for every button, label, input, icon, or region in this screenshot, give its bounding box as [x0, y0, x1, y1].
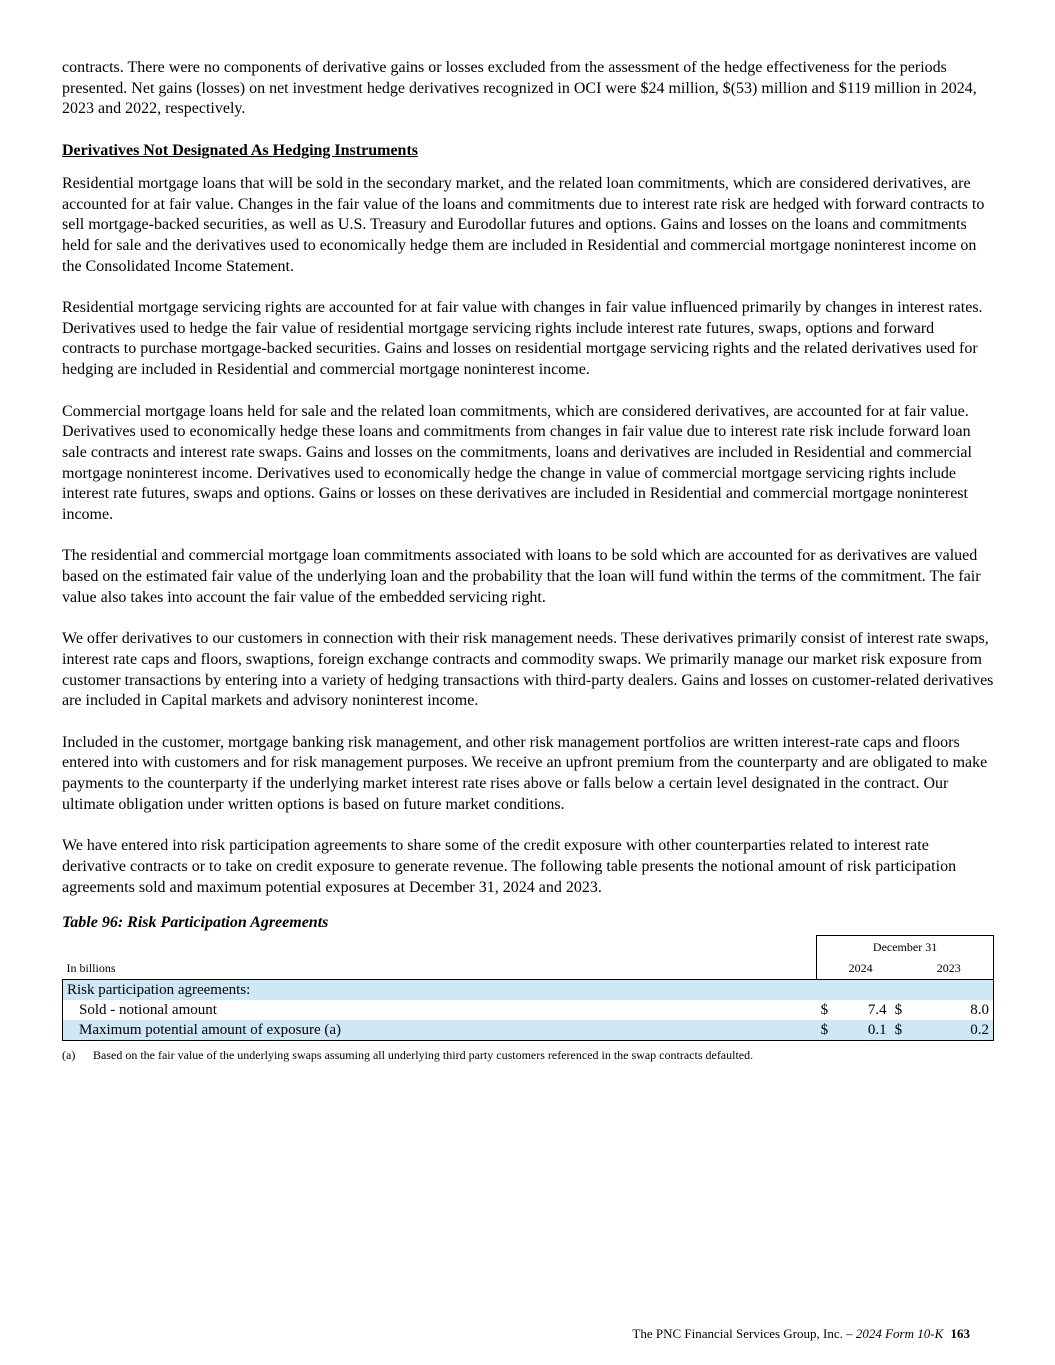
section-heading: Derivatives Not Designated As Hedging Instruments: [62, 141, 418, 159]
currency-symbol: $: [894, 1001, 903, 1018]
year-header-2023: 2023: [905, 958, 994, 980]
currency-symbol: $: [820, 1001, 829, 1018]
currency-symbol: $: [817, 1020, 831, 1041]
footer-company: The PNC Financial Services Group, Inc. –: [632, 1326, 853, 1341]
group-label: Risk participation agreements:: [63, 980, 817, 1001]
paragraph-commercial-loans: Commercial mortgage loans held for sale and the related loan commitments, which are considered derivatives, are accounted for at fair value. Derivatives used to economically hedge these loans and commitments from changes in fair value due to interest rate risk include forward loan sale contracts and interest rate swaps. Gains and losses on the commitments, loans and derivatives are included in Residential and commercial mortgage noninterest income. Derivatives used to economically hedge the change in value of commercial mortgage servicing rights include interest rate futures, swaps and options. Gains or losses on these derivatives are included in Residential and commercial mortgage noninterest income.: [62, 402, 972, 524]
period-header: December 31: [817, 936, 994, 959]
paragraph-residential-msr: Residential mortgage servicing rights are accounted for at fair value with changes in fair value influenced primarily by changes in interest rates. Derivatives used to hedge the fair value of residential mortgage servicing rights include interest rate futures, swaps, options and forward contracts to purchase mortgage-backed securities. Gains and losses on residential mortgage servicing rights and the related derivatives used for hedging are included in Residential and commercial mortgage noninterest income.: [62, 299, 983, 379]
paragraph-risk-participation: We have entered into risk participation agreements to share some of the credit exposure with other counterparties related to interest rate derivative contracts or to take on credit exposure to generate revenue. The following table presents the notional amount of risk participation agreements sold and maximum potential exposures at December 31, 2024 and 2023.: [62, 837, 957, 896]
footer-form: 2024 Form 10-K: [855, 1326, 944, 1341]
value-2023: 0.2: [905, 1020, 994, 1041]
table-header-year-row: [63, 958, 994, 980]
paragraph-loan-commitments: The residential and commercial mortgage loan commitments associated with loans to be sold which are accounted for as derivatives are valued based on the estimated fair value of the underlying loan and the probability that the loan will fund within the terms of the commitment. The fair value also takes into account the fair value of the embedded servicing right.: [62, 547, 981, 606]
paragraph-written-options: Included in the customer, mortgage banking risk management, and other risk management portfolios are written interest-rate caps and floors entered into with customers and for risk management purposes. We receive an upfront premium from the counterparty and are obligated to make payments to the counterparty if the underlying market interest rate rises above or falls below a certain level designated in the contract. Our ultimate obligation under written options is based on future market conditions.: [62, 733, 988, 813]
table-group-row: [63, 980, 994, 1001]
row-label: Maximum potential amount of exposure (a): [63, 1020, 817, 1041]
table-row: [63, 1020, 994, 1041]
value-2024: 0.1: [831, 1020, 891, 1041]
footnote-marker: (a): [62, 1048, 76, 1062]
paragraph-intro: contracts. There were no components of derivative gains or losses excluded from the assessment of the hedge effectiveness for the periods presented. Net gains (losses) on net investment hedge derivatives recognized in OCI were $24 million, $(53) million and $119 million in 2024, 2023 and 2022, respectively.: [62, 59, 977, 118]
page-footer: [632, 1326, 970, 1342]
table-row: [63, 1000, 994, 1020]
footnote-text: Based on the fair value of the underlying swaps assuming all underlying third party customers referenced in the swap contracts defaulted.: [93, 1048, 754, 1062]
row-label: Sold - notional amount: [63, 1000, 817, 1020]
currency-symbol: $: [891, 1020, 905, 1041]
table-title: Table 96: Risk Participation Agreements: [62, 914, 329, 931]
paragraph-residential-loans: Residential mortgage loans that will be sold in the secondary market, and the related loan commitments, which are considered derivatives, are accounted for at fair value. Changes in the fair value of the loans and commitments due to interest rate risk are hedged with forward contracts to sell mortgage-backed securities, as well as U.S. Treasury and Eurodollar futures and options. Gains and losses on the loans and commitments held for sale and the derivatives used to economically hedge them are included in Residential and commercial mortgage noninterest income on the Consolidated Income Statement.: [62, 174, 985, 275]
paragraph-customer-derivatives: We offer derivatives to our customers in connection with their risk management needs. These derivatives primarily consist of interest rate swaps, interest rate caps and floors, swaptions, foreign exchange contracts and commodity swaps. We primarily manage our market risk exposure from customer transactions by entering into a variety of hedging transactions with third-party dealers. Gains and losses on customer-related derivatives are included in Capital markets and advisory noninterest income.: [62, 630, 994, 710]
document-page: [62, 58, 994, 1063]
table-footnote: [62, 1047, 994, 1063]
risk-participation-table: [62, 935, 994, 1041]
table-header-period-row: [63, 936, 994, 959]
year-header-2024: 2024: [848, 961, 873, 975]
unit-label: In billions: [66, 961, 116, 975]
value-2024: 7.4: [867, 1001, 887, 1018]
value-2023: 8.0: [905, 1000, 994, 1020]
page-number: 163: [950, 1326, 970, 1341]
